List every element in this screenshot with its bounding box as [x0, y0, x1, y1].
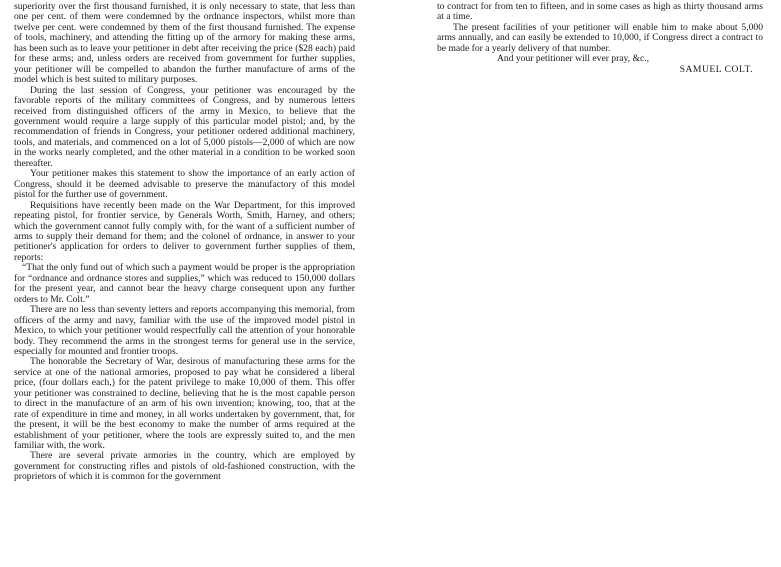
page-gutter	[380, 0, 381, 567]
paragraph: During the last session of Congress, your petitioner was encouraged by the favorable reports of the military committees of Congress, and by numerous letters received from distinguished officers of the army in Mexico, to believe that the government would require a large supply of this particular model pistol; and, by the recommendation of friends in Congress, your petitioner ordered additional machinery, tools, and materials, and commenced on a lot of 5,000 pistols—2,000 of which are now in the works nearly completed, and the other material in a condition to be worked soon thereafter.	[14, 84, 355, 169]
paragraph: The present facilities of your petitioner will enable him to make about 5,000 arms annually, and can easily be extended to 10,000, if Congress direct a contract to be made for a yearly delivery of that number.	[437, 21, 763, 54]
left-text-column	[14, 2, 355, 483]
paragraph: Your petitioner makes this statement to show the importance of an early action of Congress, should it be deemed advisable to preserve the manufactory of this model pistol for the further use of government.	[14, 168, 355, 201]
paragraph: There are no less than seventy letters and reports accompanying this memorial, from officers of the army and navy, familiar with the use of the improved model pistol in Mexico, to which your petitioner would respectfully call the attention of your honorable body. They recommend the arms in the strongest terms for general use in the service, especially for mounted and frontier troops.	[14, 304, 355, 357]
paragraph: to contract for from ten to fifteen, and in some cases as high as thirty thousand arms at a time.	[437, 1, 763, 23]
paragraph: There are several private armories in the country, which are employed by government for constructing rifles and pistols of old-fashioned construction, with the proprietors of which it is common for the government	[14, 450, 355, 483]
paragraph: superiority over the first thousand furnished, it is only necessary to state, that less than one per cent. of them were condemned by the ordnance inspectors, whilst more than twelve per cent. were condemned by them of the first thousand furnished. The expense of tools, machinery, and attending the fitting up of the armory for making these arms, has been such as to leave your petitioner in debt after receiving the price ($28 each) paid for these arms; and, unless orders are received from government for further supplies, your petitioner will be compelled to abandon the further manufacture of arms of the model which is best suited to military purposes.	[14, 1, 355, 86]
quoted-paragraph: “That the only fund out of which such a payment would be proper is the appropriation for “ordnance and ordnance stores and supplies,” which was reduced to 150,000 dollars for the present year, and cannot bear the heavy charge consequent upon any further orders to Mr. Colt.”	[14, 262, 355, 305]
paragraph: The honorable the Secretary of War, desirous of manufacturing these arms for the service at one of the national armories, proposed to pay what he considered a liberal price, (four dollars each,) for the patent privilege to make 10,000 of them. This offer your petitioner was constrained to decline, believing that he is the most capable person to direct in the manufacture of an arm of his own invention; knowing, too, that at the rate of expenditure in time and money, in all works undertaken by government, that, for the present, it will be the best economy to make the number of arms required at the establishment of your petitioner, where the tools are expressly suited to, and the men familiar with, the work.	[14, 356, 355, 452]
right-text-column	[437, 2, 763, 75]
closing-line: And your petitioner will ever pray, &c.,	[497, 53, 650, 65]
signature: SAMUEL COLT.	[679, 63, 753, 75]
paragraph: Requisitions have recently been made on the War Department, for this improved repeating pistol, for frontier service, by Generals Worth, Smith, Harney, and others; which the government cannot fully comply with, for the want of a sufficient number of arms to supply their demand for them; and the colonel of ordnance, in answer to your petitioner's application for orders to deliver to government further supplies of them, reports:	[14, 199, 355, 263]
